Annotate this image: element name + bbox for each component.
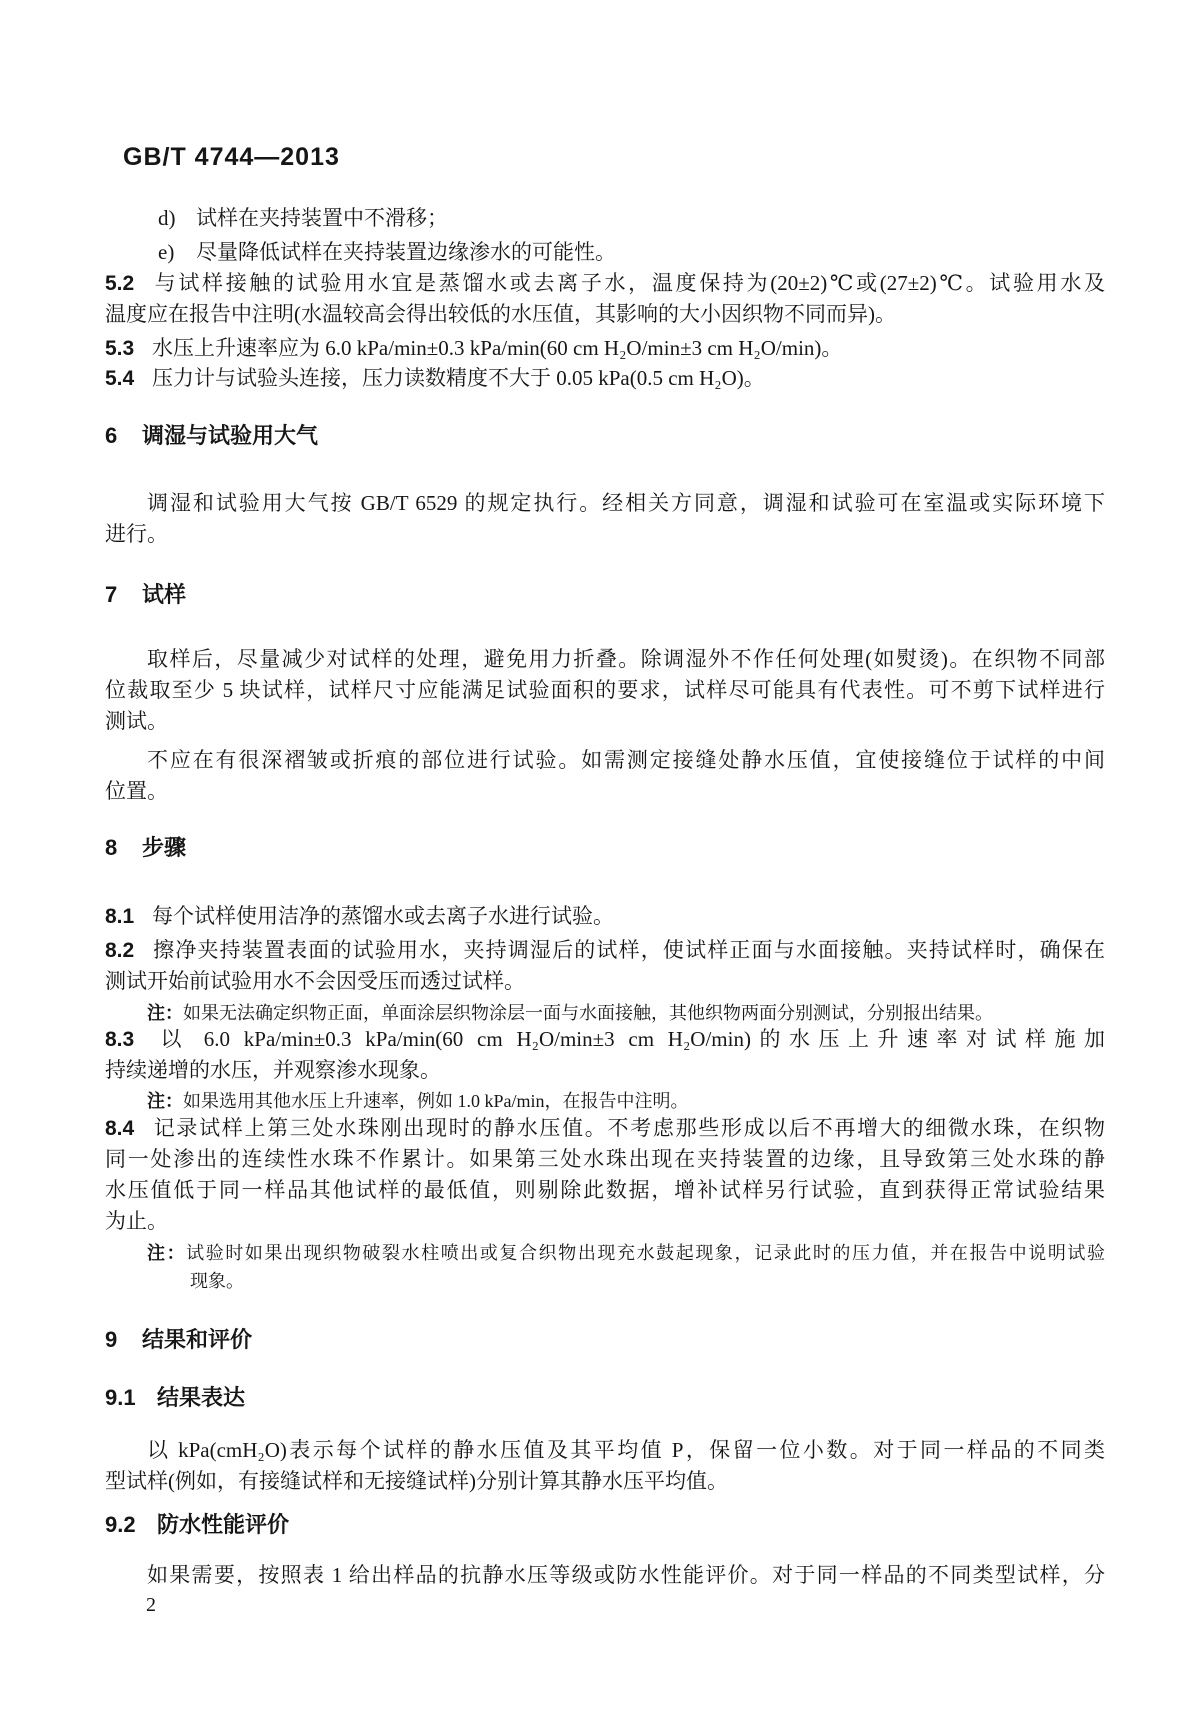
- clause-text: 持续递增的水压，并观察渗水现象。: [105, 1058, 441, 1082]
- section-heading-9-2: [105, 1512, 1105, 1538]
- clause-number: 8.1: [105, 905, 135, 928]
- clause-text: 压力计与试验头连接，压力读数精度不大于 0.05 kPa(0.5 cm H₂O)。: [152, 366, 765, 390]
- section-title: 结果和评价: [142, 1327, 253, 1352]
- clause-text: 以 6.0 kPa/min±0.3 kPa/min(60 cm H₂O/min±3 cm H₂O/min)的水压上升速率对试样施加: [152, 1027, 1105, 1051]
- note-label: 注：: [147, 1003, 183, 1023]
- clause-text: 测试开始前试验用水不会因受压而透过试样。: [105, 969, 525, 993]
- para-text: 取样后，尽量减少对试样的处理，避免用力折叠。除调湿外不作任何处理(如熨烫)。在织物不同部: [147, 647, 1105, 671]
- section-number: 7: [105, 582, 118, 607]
- clause-text: 温度应在报告中注明(水温较高会得出较低的水压值，其影响的大小因织物不同而异)。: [105, 302, 896, 326]
- note-text: 现象。: [190, 1271, 244, 1291]
- clause-text: 与试样接触的试验用水宜是蒸馏水或去离子水，温度保持为(20±2)℃或(27±2)℃。试验用水及: [152, 271, 1105, 295]
- list-text: 尽量降低试样在夹持装置边缘渗水的可能性。: [196, 240, 616, 264]
- section-heading-7: [105, 582, 1105, 608]
- section-number: 8: [105, 835, 118, 860]
- clause-text: 记录试样上第三处水珠刚出现时的静水压值。不考虑那些形成以后不再增大的细微水珠，在织物: [152, 1116, 1105, 1140]
- note-text: 试验时如果出现织物破裂水柱喷出或复合织物出现充水鼓起现象，记录此时的压力值，并在报告中说明试验: [186, 1243, 1106, 1263]
- clause-8-1: [105, 901, 1105, 932]
- note-text: 如果无法确定织物正面，单面涂层织物涂层一面与水面接触，其他织物两面分别测试，分别报出结果。: [183, 1003, 993, 1023]
- clause-text: 擦净夹持装置表面的试验用水，夹持调湿后的试样，使试样正面与水面接触。夹持试样时，确保在: [152, 938, 1105, 962]
- page-number: 2: [146, 1594, 156, 1616]
- clause-number: 5.4: [105, 367, 135, 390]
- note-label: 注：: [147, 1091, 183, 1111]
- section-number: 9.2: [105, 1512, 136, 1537]
- para-section-9-2: [105, 1560, 1105, 1591]
- para-text: 测试。: [105, 709, 168, 733]
- clause-text: 每个试样使用洁净的蒸馏水或去离子水进行试验。: [152, 904, 614, 928]
- clause-8-2: [105, 935, 1105, 997]
- clause-text: 水压上升速率应为 6.0 kPa/min±0.3 kPa/min(60 cm H₂O/min±3 cm H₂O/min)。: [152, 336, 843, 360]
- clause-8-4: [105, 1113, 1105, 1237]
- clause-5-3: [105, 333, 1105, 364]
- clause-5-2: [105, 268, 1105, 330]
- list-item-d: [158, 203, 1105, 234]
- list-text: 试样在夹持装置中不滑移；: [196, 206, 448, 230]
- section-heading-6: [105, 423, 1105, 449]
- clause-8-3: [105, 1024, 1105, 1086]
- para-text: 位裁取至少 5 块试样，试样尺寸应能满足试验面积的要求，试样尽可能具有代表性。可不剪下试样进行: [105, 678, 1105, 702]
- section-title: 试样: [142, 582, 187, 607]
- clause-text: 水压值低于同一样品其他试样的最低值，则剔除此数据，增补试样另行试验，直到获得正常试验结果: [105, 1178, 1105, 1202]
- clause-number: 5.3: [105, 337, 135, 360]
- para-section-6: [105, 488, 1105, 550]
- section-title: 防水性能评价: [157, 1512, 290, 1537]
- section-heading-8: [105, 835, 1105, 861]
- section-title: 调湿与试验用大气: [142, 423, 319, 448]
- section-number: 6: [105, 423, 118, 448]
- clause-number: 5.2: [105, 272, 135, 295]
- section-number: 9.1: [105, 1385, 136, 1410]
- para-text: 进行。: [105, 522, 168, 546]
- list-marker: d): [158, 206, 176, 230]
- list-item-e: [158, 237, 1105, 268]
- para-section-9-1: [105, 1435, 1105, 1497]
- para-text: 调湿和试验用大气按 GB/T 6529 的规定执行。经相关方同意，调湿和试验可在室温或实际环境下: [147, 491, 1105, 515]
- note-text: 如果选用其他水压上升速率，例如 1.0 kPa/min，在报告中注明。: [183, 1091, 689, 1111]
- clause-5-4: [105, 363, 1105, 394]
- para-text: 如果需要，按照表 1 给出样品的抗静水压等级或防水性能评价。对于同一样品的不同类型试样，分: [147, 1563, 1105, 1587]
- clause-text: 同一处渗出的连续性水珠不作累计。如果第三处水珠出现在夹持装置的边缘，且导致第三处水珠的静: [105, 1147, 1105, 1171]
- para-text: 不应在有很深褶皱或折痕的部位进行试验。如需测定接缝处静水压值，宜使接缝位于试样的中间: [147, 748, 1105, 772]
- note-8-2: [147, 999, 1105, 1027]
- section-number: 9: [105, 1327, 118, 1352]
- para-section-7-2: [105, 745, 1105, 807]
- para-text: 位置。: [105, 779, 168, 803]
- note-8-3: [147, 1087, 1105, 1115]
- note-8-4: [147, 1239, 1105, 1295]
- clause-number: 8.3: [105, 1028, 135, 1051]
- clause-text: 为止。: [105, 1209, 168, 1233]
- section-title: 结果表达: [157, 1385, 246, 1410]
- section-heading-9-1: [105, 1385, 1105, 1411]
- note-label: 注：: [147, 1243, 187, 1263]
- section-title: 步骤: [142, 835, 187, 860]
- para-section-7-1: [105, 644, 1105, 737]
- list-marker: e): [158, 240, 175, 264]
- clause-number: 8.2: [105, 939, 135, 962]
- section-heading-9: [105, 1327, 1105, 1353]
- para-text: 型试样(例如，有接缝试样和无接缝试样)分别计算其静水压平均值。: [105, 1469, 728, 1493]
- standard-code-header: GB/T 4744—2013: [123, 143, 340, 171]
- clause-number: 8.4: [105, 1117, 135, 1140]
- para-text: 以 kPa(cmH₂O)表示每个试样的静水压值及其平均值 P，保留一位小数。对于同一样品的不同类: [147, 1438, 1105, 1462]
